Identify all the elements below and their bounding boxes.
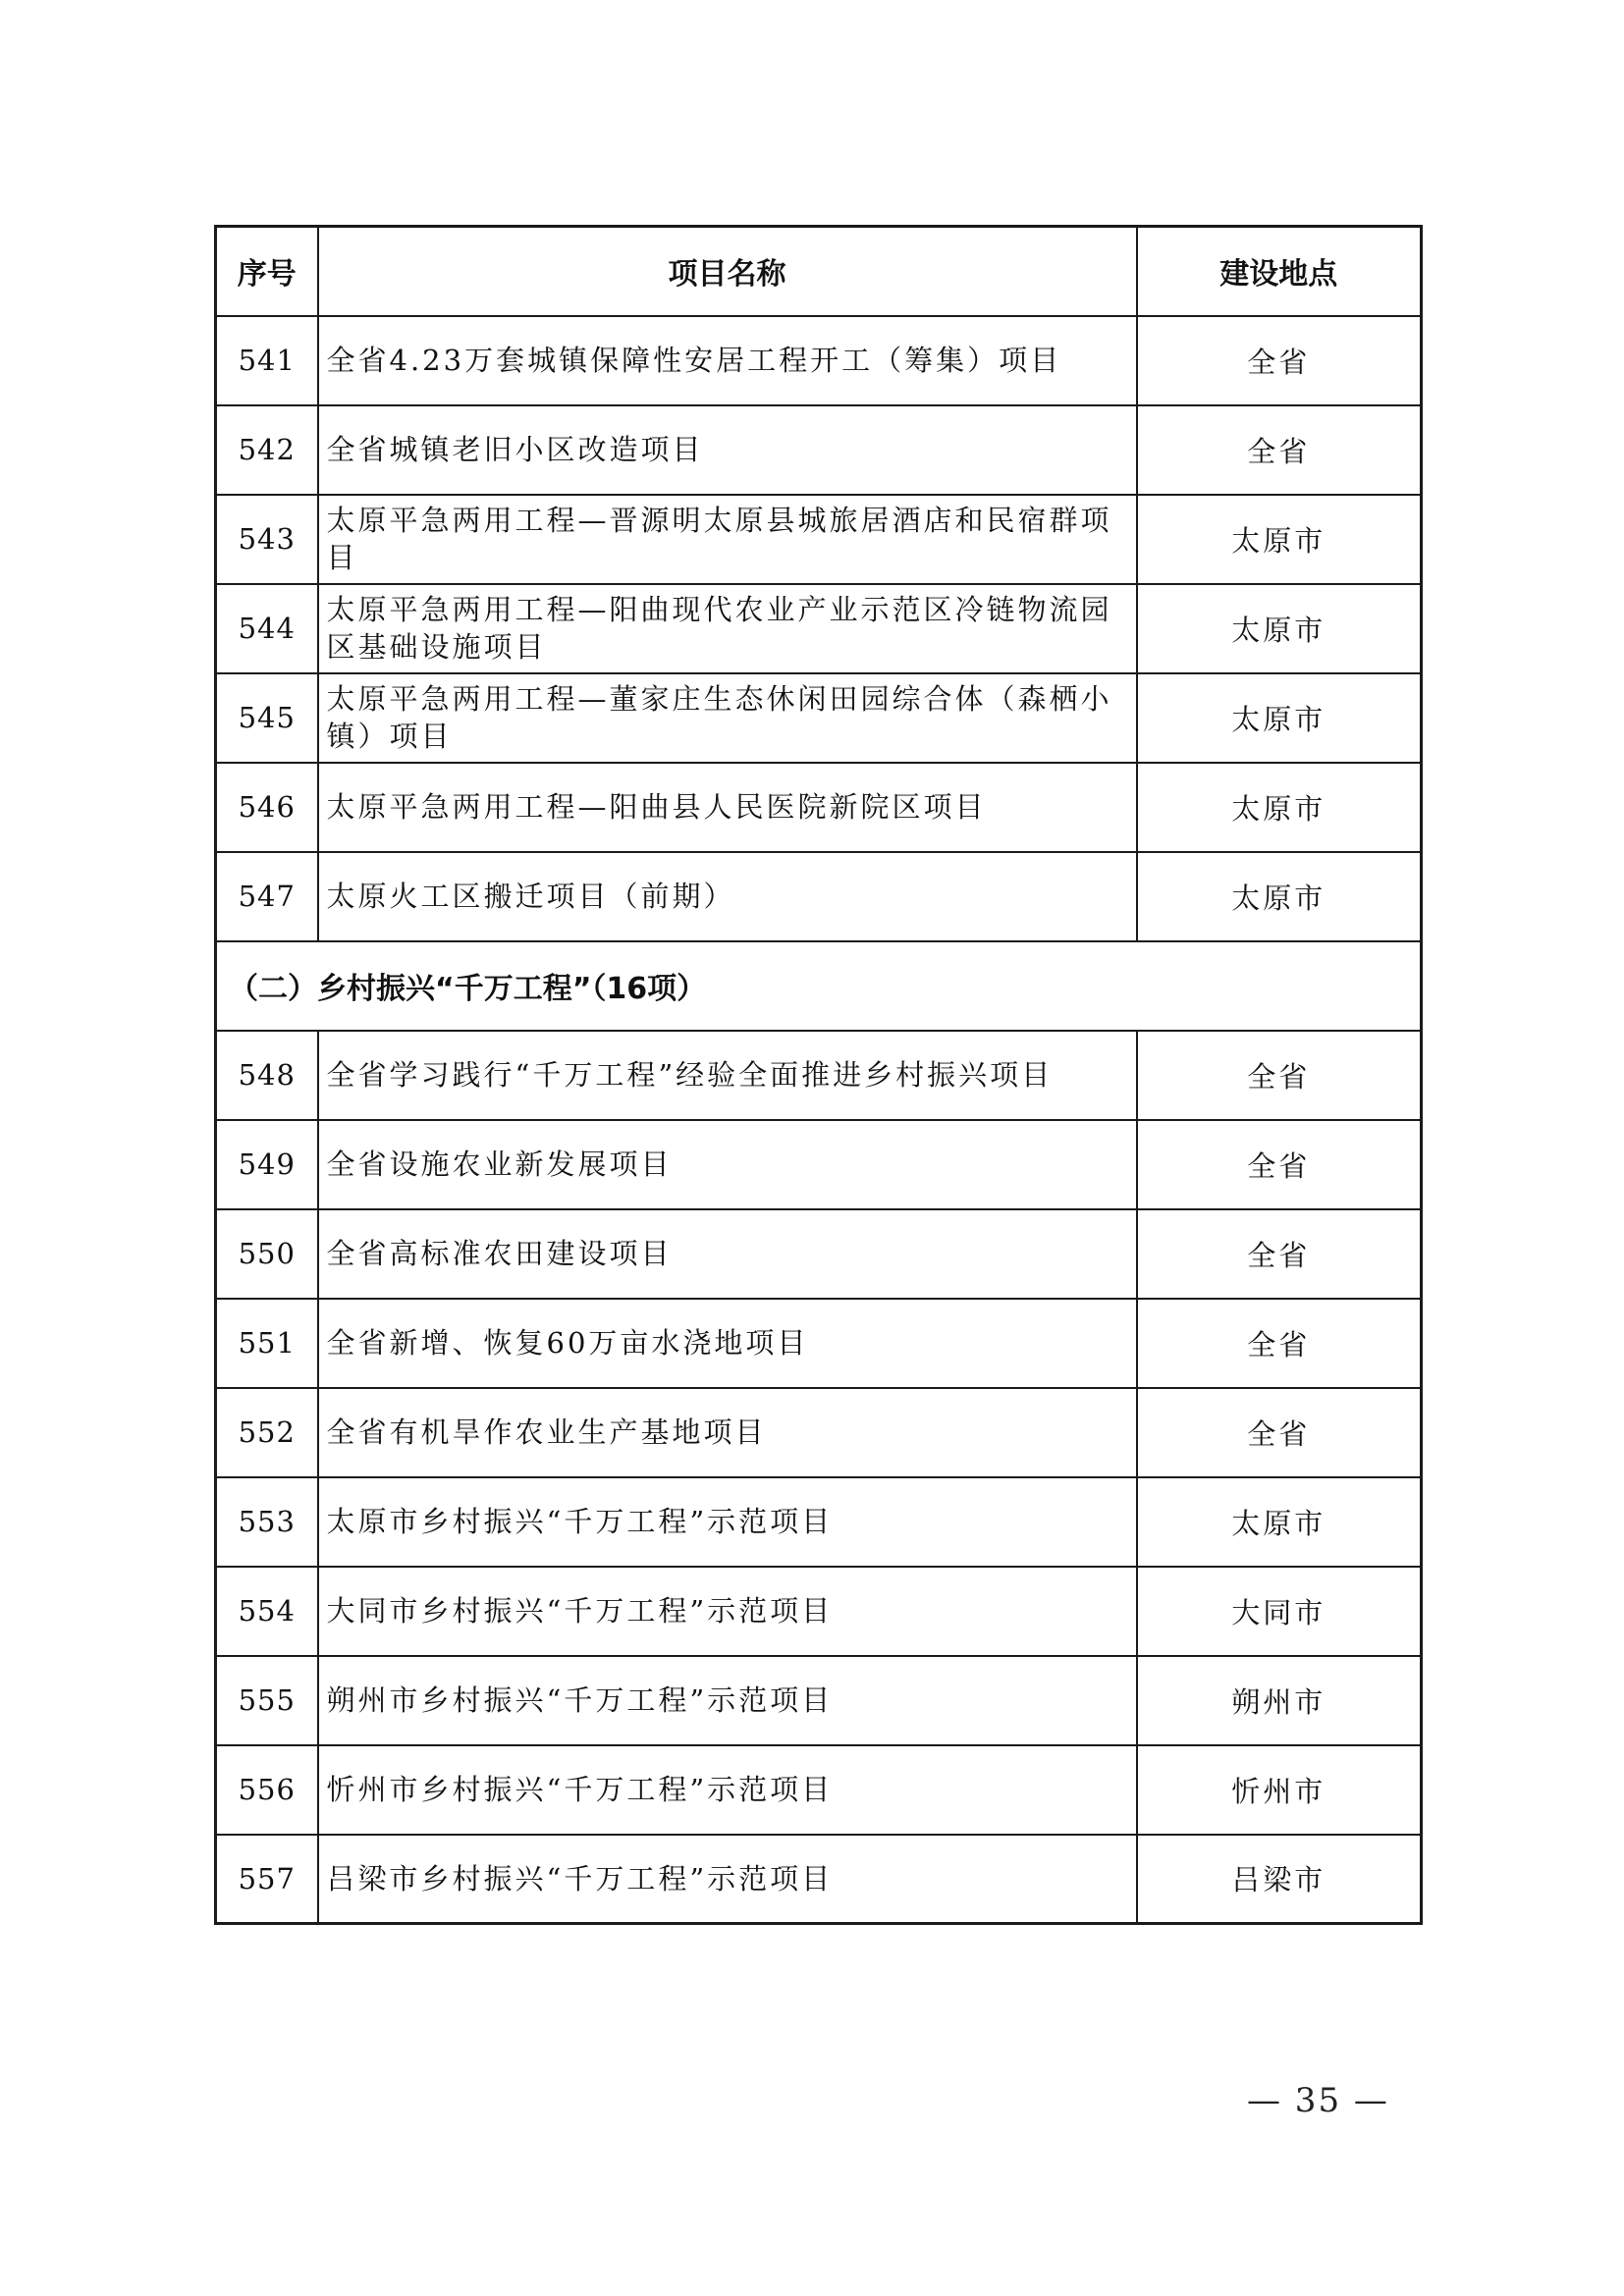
table-row [216,673,1422,763]
row-location: 忻州市 [1137,1745,1422,1835]
row-project-name: 全省设施农业新发展项目 [318,1120,1137,1209]
row-project-name: 太原平急两用工程—董家庄生态休闲田园综合体（森栖小镇）项目 [318,673,1137,763]
row-location: 全省 [1137,1209,1422,1299]
row-serial-no: 547 [216,852,318,941]
row-location: 太原市 [1137,1477,1422,1567]
row-location: 全省 [1137,1388,1422,1477]
table-row [216,1299,1422,1388]
section-header-row [216,941,1422,1031]
table-header-row [216,227,1422,316]
row-project-name: 全省有机旱作农业生产基地项目 [318,1388,1137,1477]
row-serial-no: 554 [216,1567,318,1656]
row-location: 吕梁市 [1137,1835,1422,1924]
row-serial-no: 548 [216,1031,318,1120]
row-serial-no: 545 [216,673,318,763]
row-location: 太原市 [1137,495,1422,584]
row-location: 全省 [1137,1120,1422,1209]
row-location: 太原市 [1137,852,1422,941]
row-project-name: 太原平急两用工程—晋源明太原县城旅居酒店和民宿群项目 [318,495,1137,584]
table-row [216,1388,1422,1477]
row-location: 太原市 [1137,763,1422,852]
page-number: — 35 — [1247,2081,1389,2120]
row-serial-no: 542 [216,405,318,495]
table-row [216,495,1422,584]
row-location: 朔州市 [1137,1656,1422,1745]
row-serial-no: 546 [216,763,318,852]
row-project-name: 忻州市乡村振兴“千万工程”示范项目 [318,1745,1137,1835]
table-row [216,1031,1422,1120]
row-serial-no: 549 [216,1120,318,1209]
row-serial-no: 544 [216,584,318,673]
row-location: 太原市 [1137,673,1422,763]
table-row [216,1209,1422,1299]
row-serial-no: 553 [216,1477,318,1567]
row-project-name: 吕梁市乡村振兴“千万工程”示范项目 [318,1835,1137,1924]
table-row [216,1656,1422,1745]
table-row [216,763,1422,852]
header-serial-no: 序号 [216,227,318,316]
row-project-name: 太原平急两用工程—阳曲县人民医院新院区项目 [318,763,1137,852]
row-project-name: 全省学习践行“千万工程”经验全面推进乡村振兴项目 [318,1031,1137,1120]
row-serial-no: 556 [216,1745,318,1835]
row-project-name: 全省城镇老旧小区改造项目 [318,405,1137,495]
row-location: 全省 [1137,1031,1422,1120]
header-project-name: 项目名称 [318,227,1137,316]
row-location: 全省 [1137,316,1422,405]
header-location: 建设地点 [1137,227,1422,316]
row-serial-no: 552 [216,1388,318,1477]
section-title: （二）乡村振兴“千万工程”（16项） [216,941,1422,1031]
row-location: 太原市 [1137,584,1422,673]
row-serial-no: 541 [216,316,318,405]
row-serial-no: 551 [216,1299,318,1388]
project-table [214,225,1423,1925]
table-row [216,1567,1422,1656]
row-project-name: 太原火工区搬迁项目（前期） [318,852,1137,941]
row-location: 全省 [1137,405,1422,495]
row-project-name: 全省高标准农田建设项目 [318,1209,1137,1299]
row-project-name: 朔州市乡村振兴“千万工程”示范项目 [318,1656,1137,1745]
table-row [216,405,1422,495]
table-row [216,316,1422,405]
table-row [216,1835,1422,1924]
row-location: 全省 [1137,1299,1422,1388]
row-serial-no: 543 [216,495,318,584]
row-project-name: 全省新增、恢复60万亩水浇地项目 [318,1299,1137,1388]
row-serial-no: 555 [216,1656,318,1745]
row-serial-no: 550 [216,1209,318,1299]
table-row [216,1745,1422,1835]
table-row [216,1120,1422,1209]
table-row [216,1477,1422,1567]
table-row [216,852,1422,941]
row-project-name: 太原平急两用工程—阳曲现代农业产业示范区冷链物流园区基础设施项目 [318,584,1137,673]
row-location: 大同市 [1137,1567,1422,1656]
row-project-name: 大同市乡村振兴“千万工程”示范项目 [318,1567,1137,1656]
row-project-name: 全省4.23万套城镇保障性安居工程开工（筹集）项目 [318,316,1137,405]
row-project-name: 太原市乡村振兴“千万工程”示范项目 [318,1477,1137,1567]
table-row [216,584,1422,673]
row-serial-no: 557 [216,1835,318,1924]
